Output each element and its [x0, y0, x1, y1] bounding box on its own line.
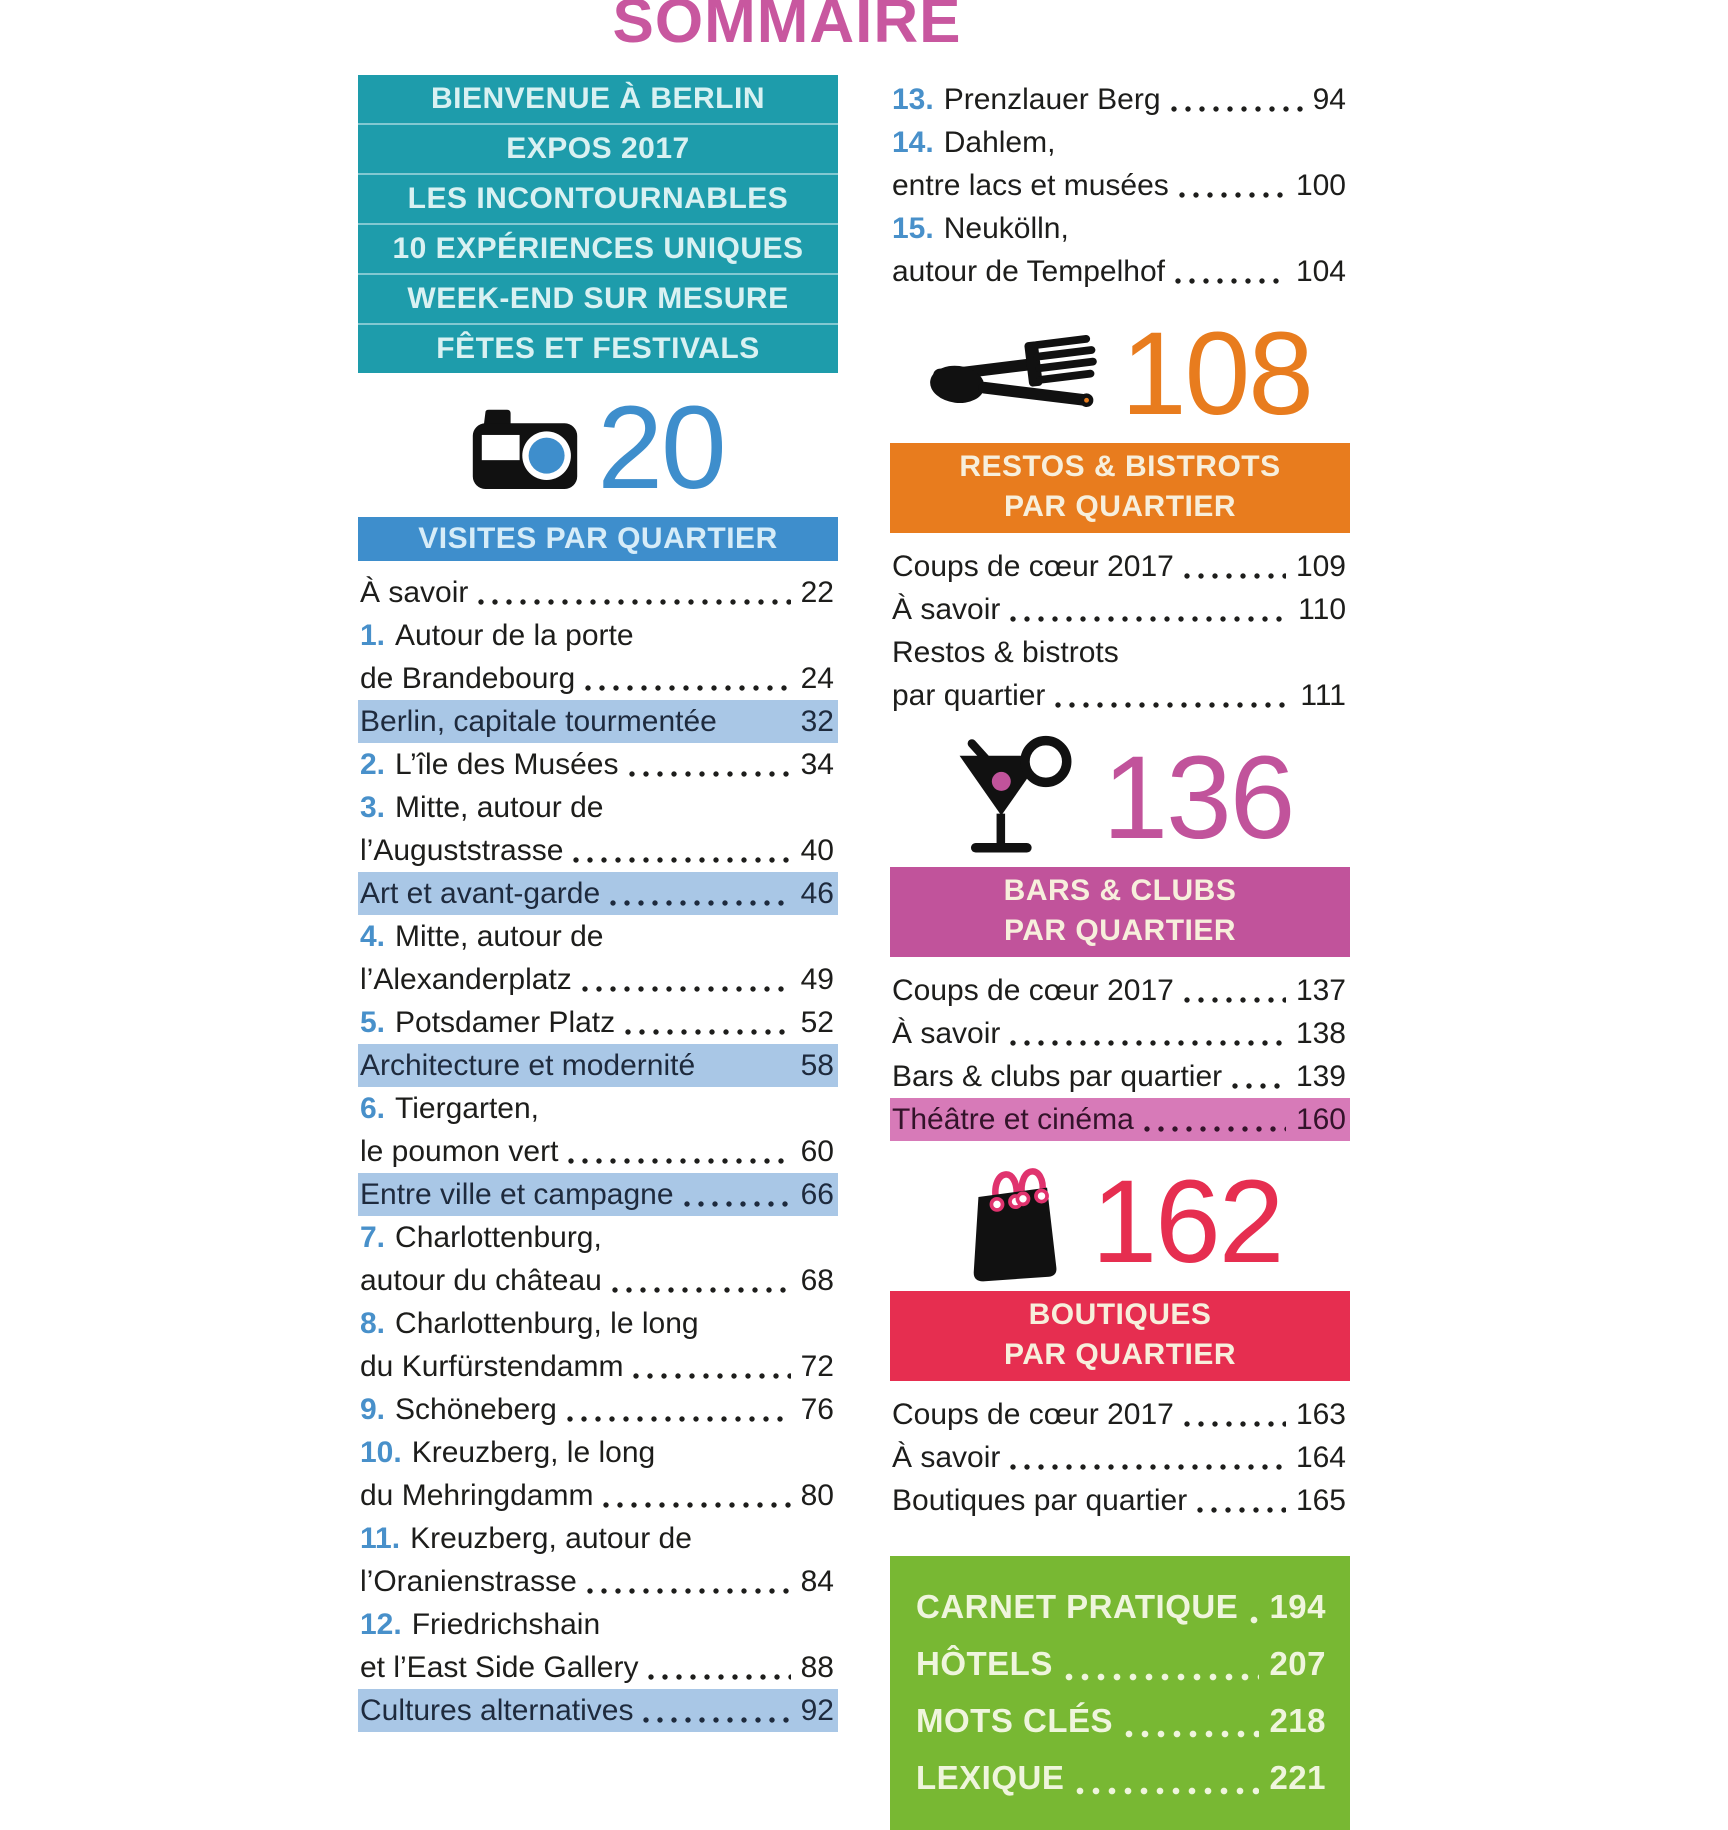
practical-entry[interactable] [916, 1635, 1326, 1692]
section-badge-visites [358, 382, 838, 514]
entry-page: 88 [800, 1651, 834, 1684]
toc-entry[interactable] [890, 545, 1350, 588]
dotted-leader [1144, 1125, 1286, 1133]
entry-page: 137 [1295, 974, 1346, 1007]
dotted-leader [629, 770, 791, 778]
entry-label: Berlin, capitale tourmentée [360, 705, 717, 738]
toc-entry[interactable] [358, 1474, 838, 1517]
dotted-leader [612, 1286, 791, 1294]
toc-entry[interactable] [890, 588, 1350, 631]
entry-label: entre lacs et musées [892, 169, 1169, 202]
toc-entry[interactable] [358, 1259, 838, 1302]
menu-item[interactable]: 10 EXPÉRIENCES UNIQUES [358, 223, 838, 273]
entry-number: 12. [360, 1608, 402, 1641]
dotted-leader [1175, 277, 1286, 285]
entry-page: 218 [1269, 1702, 1326, 1739]
dotted-leader [582, 985, 791, 993]
dotted-leader [643, 1716, 790, 1724]
toc-list-visites [358, 571, 838, 1732]
entry-label: l’Auguststrasse [360, 834, 564, 867]
toc-entry[interactable] [358, 743, 838, 786]
entry-number: 4. [360, 920, 386, 953]
entry-label: l’Alexanderplatz [360, 963, 572, 996]
toc-entry[interactable] [358, 1130, 838, 1173]
entry-label: autour du château [360, 1264, 602, 1297]
toc-entry[interactable] [358, 571, 838, 614]
section-header-line: PAR QUARTIER [1003, 490, 1237, 523]
entry-number: 5. [360, 1006, 386, 1039]
entry-page: 66 [800, 1178, 834, 1211]
dotted-leader [1076, 1787, 1259, 1796]
entry-label: et l’East Side Gallery [360, 1651, 639, 1684]
toc-entry[interactable] [890, 164, 1350, 207]
entry-label: À savoir [360, 576, 469, 609]
entry-page: 80 [800, 1479, 834, 1512]
toc-entry[interactable] [358, 1001, 838, 1044]
entry-label: LEXIQUE [916, 1759, 1065, 1796]
entry-label: Charlottenburg, le long [395, 1307, 699, 1340]
entry-page: 84 [800, 1565, 834, 1598]
entry-page: 52 [800, 1006, 834, 1039]
dotted-leader [567, 1415, 791, 1423]
entry-number: 9. [360, 1393, 386, 1426]
toc-entry[interactable] [890, 207, 1350, 250]
dotted-leader [684, 1200, 791, 1208]
toc-entry[interactable] [358, 786, 838, 829]
entry-label: Kreuzberg, le long [411, 1436, 656, 1469]
toc-entry[interactable] [890, 631, 1350, 674]
toc-entry[interactable] [890, 1393, 1350, 1436]
entry-label: Architecture et modernité [360, 1049, 696, 1082]
dotted-leader [1010, 1463, 1286, 1471]
entry-page: 32 [800, 705, 834, 738]
toc-entry[interactable] [358, 1216, 838, 1259]
toc-entry[interactable] [890, 1012, 1350, 1055]
dotted-leader [705, 1071, 790, 1079]
entry-label: Art et avant-garde [360, 877, 601, 910]
entry-label: autour de Tempelhof [892, 255, 1165, 288]
front-sections-menu [358, 75, 838, 373]
entry-label: Prenzlauer Berg [943, 83, 1161, 116]
toc-entry[interactable] [890, 121, 1350, 164]
section-header-bars[interactable] [890, 867, 1350, 957]
entry-label: l’Oranienstrasse [360, 1565, 577, 1598]
entry-label: de Brandebourg [360, 662, 576, 695]
dotted-leader [1065, 1673, 1260, 1682]
toc-entry[interactable] [890, 1055, 1350, 1098]
entry-label: Entre ville et campagne [360, 1178, 674, 1211]
entry-label: Coups de cœur 2017 [892, 1398, 1174, 1431]
practical-entry[interactable] [916, 1749, 1326, 1806]
toc-entry[interactable] [358, 1087, 838, 1130]
section-header-line: BARS & CLUBS [1003, 874, 1237, 907]
entry-page: 110 [1298, 593, 1346, 626]
section-page-number: 108 [1121, 308, 1312, 440]
section-header-line: RESTOS & BISTROTS [959, 450, 1281, 483]
toc-entry[interactable] [358, 915, 838, 958]
entry-label: Boutiques par quartier [892, 1484, 1188, 1517]
shopping-bag-icon [958, 1158, 1074, 1286]
dotted-leader [587, 1587, 791, 1595]
section-header-line: PAR QUARTIER [1003, 1338, 1237, 1371]
toc-entry[interactable] [890, 1436, 1350, 1479]
menu-item[interactable]: WEEK-END SUR MESURE [358, 273, 838, 323]
camera-icon [471, 404, 579, 492]
section-bars [890, 732, 1350, 1141]
entry-page: 111 [1300, 679, 1346, 712]
left-column [358, 0, 838, 1830]
practical-entry[interactable] [916, 1692, 1326, 1749]
entry-label: Dahlem, [943, 126, 1056, 159]
dotted-leader [585, 684, 790, 692]
section-header-restos[interactable] [890, 443, 1350, 533]
toc-entry[interactable] [358, 1603, 838, 1646]
toc-entry[interactable] [890, 969, 1350, 1012]
toc-entry[interactable] [358, 1560, 838, 1603]
entry-page: 60 [800, 1135, 834, 1168]
section-page-number: 20 [597, 382, 725, 514]
entry-label: du Kurfürstendamm [360, 1350, 624, 1383]
toc-entry[interactable] [358, 1517, 838, 1560]
entry-number: 6. [360, 1092, 386, 1125]
dotted-leader [1184, 572, 1286, 580]
right-column [890, 0, 1350, 1830]
toc-entry[interactable] [358, 1345, 838, 1388]
section-badge-boutiques [890, 1156, 1350, 1288]
dotted-leader [603, 1501, 790, 1509]
entry-number: 10. [360, 1436, 402, 1469]
toc-entry[interactable] [358, 1431, 838, 1474]
dotted-leader [1250, 1616, 1259, 1625]
entry-label: À savoir [892, 1441, 1001, 1474]
entry-page: 92 [800, 1694, 834, 1727]
toc-entry[interactable] [358, 614, 838, 657]
dotted-leader [568, 1157, 790, 1165]
entry-number: 7. [360, 1221, 386, 1254]
toc-entry[interactable] [358, 1388, 838, 1431]
entry-number: 14. [892, 126, 934, 159]
toc-entry[interactable] [890, 78, 1350, 121]
entry-page: 22 [800, 576, 834, 609]
toc-entry[interactable] [890, 1098, 1350, 1141]
dotted-leader [1197, 1506, 1286, 1514]
toc-entry[interactable] [358, 958, 838, 1001]
section-boutiques [890, 1156, 1350, 1522]
toc-entry[interactable] [890, 674, 1350, 717]
cutlery-icon [928, 330, 1103, 418]
dotted-leader [625, 1028, 791, 1036]
entry-page: 34 [800, 748, 834, 781]
dotted-leader [478, 598, 790, 606]
entry-page: 165 [1295, 1484, 1346, 1517]
entry-page: 76 [800, 1393, 834, 1426]
dotted-leader [1232, 1082, 1286, 1090]
page-title: SOMMAIRE [612, 0, 962, 56]
dotted-leader [1184, 996, 1286, 1004]
entry-page: 49 [800, 963, 834, 996]
toc-list-restos [890, 545, 1350, 717]
toc-entry[interactable] [358, 1302, 838, 1345]
entry-page: 139 [1295, 1060, 1346, 1093]
entry-number: 15. [892, 212, 934, 245]
entry-page: 68 [800, 1264, 834, 1297]
entry-page: 160 [1295, 1103, 1346, 1136]
entry-page: 24 [800, 662, 834, 695]
entry-page: 100 [1295, 169, 1346, 202]
dotted-leader [648, 1673, 790, 1681]
entry-page: 109 [1295, 550, 1346, 583]
cocktail-icon [947, 734, 1085, 862]
entry-page: 194 [1269, 1588, 1326, 1625]
entry-label: du Mehringdamm [360, 1479, 594, 1512]
dotted-leader [1179, 191, 1286, 199]
toc-entry[interactable] [358, 1646, 838, 1689]
entry-label: par quartier [892, 679, 1046, 712]
entry-page: 40 [800, 834, 834, 867]
toc-list-bars [890, 969, 1350, 1141]
menu-item[interactable]: LES INCONTOURNABLES [358, 173, 838, 223]
entry-label: HÔTELS [916, 1645, 1053, 1682]
section-page-number: 136 [1102, 732, 1294, 864]
dotted-leader [573, 856, 790, 864]
entry-label: Bars & clubs par quartier [892, 1060, 1223, 1093]
entry-page: 207 [1269, 1645, 1326, 1682]
entry-label: MOTS CLÉS [916, 1702, 1114, 1739]
dotted-leader [1010, 1039, 1286, 1047]
entry-label: Friedrichshain [411, 1608, 601, 1641]
entry-page: 94 [1312, 83, 1346, 116]
toc-entry[interactable] [890, 250, 1350, 293]
right-sections [890, 308, 1350, 1522]
entry-page: 138 [1295, 1017, 1346, 1050]
entry-page: 163 [1295, 1398, 1346, 1431]
dotted-leader [727, 727, 791, 735]
dotted-leader [1125, 1730, 1259, 1739]
entry-label: Charlottenburg, [395, 1221, 602, 1254]
entry-label: L’île des Musées [395, 748, 619, 781]
section-page-number: 162 [1091, 1156, 1283, 1288]
toc-entry[interactable] [358, 1044, 838, 1087]
toc-entry[interactable] [358, 872, 838, 915]
entry-label: Kreuzberg, autour de [410, 1522, 692, 1555]
dotted-leader [633, 1372, 790, 1380]
entry-number: 3. [360, 791, 386, 824]
dotted-leader [1055, 701, 1290, 709]
entry-number: 13. [892, 83, 934, 116]
toc-entry[interactable] [358, 657, 838, 700]
entry-label: Schöneberg [395, 1393, 557, 1426]
toc-entry[interactable] [358, 1173, 838, 1216]
entry-label: Potsdamer Platz [395, 1006, 616, 1039]
entry-page: 221 [1269, 1759, 1326, 1796]
menu-item[interactable]: EXPOS 2017 [358, 123, 838, 173]
section-header-line: PAR QUARTIER [1003, 914, 1237, 947]
section-badge-bars [890, 732, 1350, 864]
practical-box [890, 1556, 1350, 1830]
toc-entry[interactable] [358, 1689, 838, 1732]
entry-label: Mitte, autour de [395, 791, 604, 824]
dotted-leader [1171, 105, 1303, 113]
toc-list-boutiques [890, 1393, 1350, 1522]
toc-entry[interactable] [358, 829, 838, 872]
entry-label: Coups de cœur 2017 [892, 550, 1174, 583]
section-badge-restos [890, 308, 1350, 440]
entry-label: Coups de cœur 2017 [892, 974, 1174, 1007]
entry-page: 164 [1295, 1441, 1346, 1474]
entry-label: À savoir [892, 1017, 1001, 1050]
dotted-leader [1184, 1420, 1286, 1428]
entry-number: 1. [360, 619, 386, 652]
entry-label: Mitte, autour de [395, 920, 604, 953]
menu-item[interactable]: FÊTES ET FESTIVALS [358, 323, 838, 373]
entry-number: 2. [360, 748, 386, 781]
entry-label: À savoir [892, 593, 1001, 626]
entry-label: Théâtre et cinéma [892, 1103, 1134, 1136]
entry-label: Restos & bistrots [892, 636, 1119, 669]
toc-entry[interactable] [890, 1479, 1350, 1522]
entry-page: 104 [1295, 255, 1346, 288]
entry-page: 46 [800, 877, 834, 910]
entry-label: CARNET PRATIQUE [916, 1588, 1239, 1625]
section-header-line: BOUTIQUES [1028, 1298, 1212, 1331]
menu-item[interactable]: BIENVENUE À BERLIN [430, 82, 766, 115]
toc-list-continued [890, 78, 1350, 293]
entry-page: 72 [800, 1350, 834, 1383]
dotted-leader [610, 899, 790, 907]
entry-label: Tiergarten, [395, 1092, 539, 1125]
section-header-visites[interactable]: VISITES PAR QUARTIER [358, 517, 838, 561]
entry-number: 11. [360, 1522, 401, 1555]
section-header-boutiques[interactable] [890, 1291, 1350, 1381]
dotted-leader [1010, 615, 1288, 623]
entry-page: 58 [800, 1049, 834, 1082]
toc-entry[interactable] [358, 700, 838, 743]
section-restos [890, 308, 1350, 717]
entry-label: le poumon vert [360, 1135, 559, 1168]
entry-label: Autour de la porte [395, 619, 634, 652]
entry-number: 8. [360, 1307, 386, 1340]
practical-entry[interactable] [916, 1578, 1326, 1635]
entry-label: Cultures alternatives [360, 1694, 634, 1727]
entry-label: Neukölln, [943, 212, 1069, 245]
